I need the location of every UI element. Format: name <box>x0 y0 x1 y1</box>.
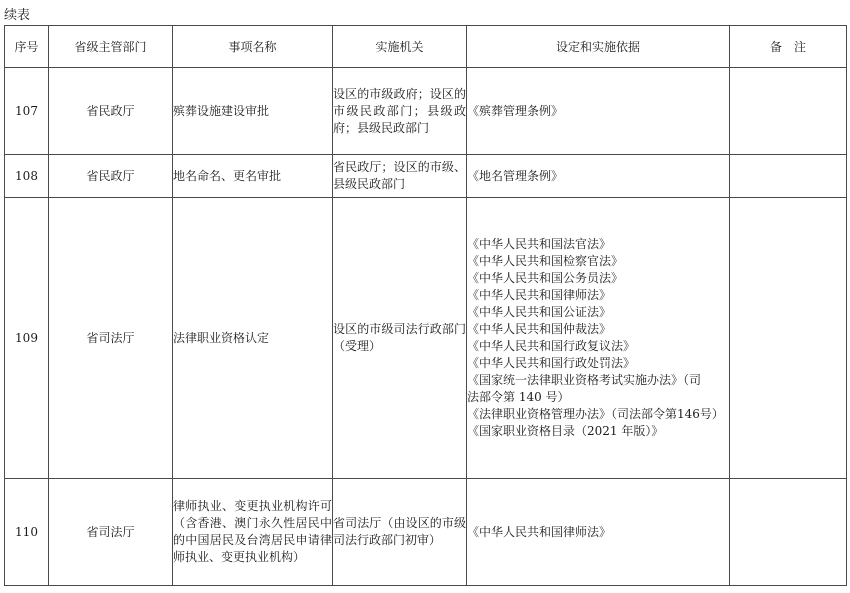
cell-agency: 设区的市级政府；设区的市级民政部门；县级政府；县级民政部门 <box>333 68 467 155</box>
cell-name: 殡葬设施建设审批 <box>173 68 333 155</box>
table-row <box>5 155 847 198</box>
table-row <box>5 198 847 479</box>
basis-line: 《国家职业资格目录（2021 年版）》 <box>467 424 664 438</box>
cell-name: 地名命名、更名审批 <box>173 155 333 198</box>
header-basis: 设定和实施依据 <box>467 26 730 68</box>
header-name: 事项名称 <box>173 26 333 68</box>
table-row <box>5 68 847 155</box>
basis-line: 法部令第 140 号） <box>467 390 570 404</box>
basis-line: 《国家统一法律职业资格考试实施办法》（司 <box>467 373 702 387</box>
cell-basis <box>467 68 730 155</box>
basis-line: 《中华人民共和国检察官法》 <box>467 254 624 268</box>
basis-line: 《法律职业资格管理办法》（司法部令第146号） <box>467 407 724 421</box>
basis-line: 《中华人民共和国行政处罚法》 <box>467 356 636 370</box>
basis-line: 《中华人民共和国行政复议法》 <box>467 339 636 353</box>
header-agency: 实施机关 <box>333 26 467 68</box>
cell-no: 109 <box>5 198 49 479</box>
basis-line: 《殡葬管理条例》 <box>467 103 564 118</box>
cell-dept: 省民政厅 <box>49 68 173 155</box>
cell-no: 110 <box>5 479 49 586</box>
cell-agency: 省司法厅（由设区的市级司法行政部门初审） <box>333 479 467 586</box>
table-caption: 续表 <box>4 8 31 23</box>
basis-line: 《中华人民共和国公务员法》 <box>467 271 624 285</box>
basis-line: 《中华人民共和国仲裁法》 <box>467 322 612 336</box>
header-dept: 省级主管部门 <box>49 26 173 68</box>
cell-name: 法律职业资格认定 <box>173 198 333 479</box>
cell-dept: 省司法厅 <box>49 479 173 586</box>
cell-note <box>730 155 847 198</box>
basis-line: 《中华人民共和国律师法》 <box>467 288 612 302</box>
cell-no: 108 <box>5 155 49 198</box>
basis-line: 《中华人民共和国律师法》 <box>467 524 612 539</box>
cell-note <box>730 479 847 586</box>
approval-items-table <box>4 25 847 586</box>
cell-basis <box>467 198 730 479</box>
cell-note <box>730 68 847 155</box>
cell-note <box>730 198 847 479</box>
cell-name: 律师执业、变更执业机构许可（含香港、澳门永久性居民中的中国居民及台湾居民申请律师执业、变更执业机构） <box>173 479 333 586</box>
cell-dept: 省司法厅 <box>49 198 173 479</box>
cell-basis <box>467 155 730 198</box>
cell-agency: 设区的市级司法行政部门（受理） <box>333 198 467 479</box>
cell-no: 107 <box>5 68 49 155</box>
cell-dept: 省民政厅 <box>49 155 173 198</box>
table-header-row <box>5 26 847 68</box>
basis-line: 《中华人民共和国法官法》 <box>467 237 612 251</box>
cell-agency: 省民政厅；设区的市级、县级民政部门 <box>333 155 467 198</box>
header-no: 序号 <box>5 26 49 68</box>
cell-basis <box>467 479 730 586</box>
basis-line: 《中华人民共和国公证法》 <box>467 305 612 319</box>
basis-line: 《地名管理条例》 <box>467 168 564 183</box>
table-row <box>5 479 847 586</box>
header-note: 备 注 <box>730 26 847 68</box>
